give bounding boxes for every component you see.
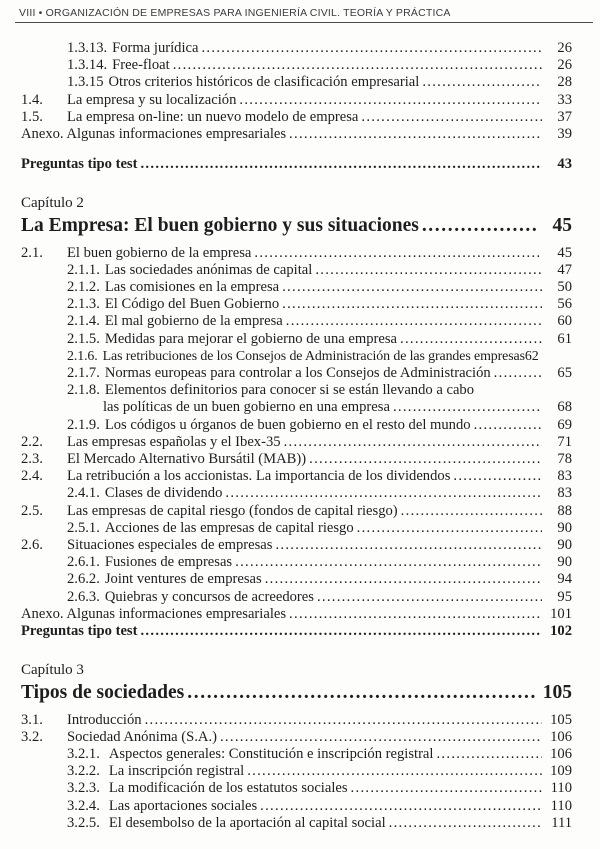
entry-page: 88 xyxy=(557,502,572,519)
entry-page: 101 xyxy=(550,605,572,622)
entry-title: Clases de dividendo xyxy=(104,485,223,502)
dot-leader xyxy=(220,729,542,746)
entry-title: Las aportaciones sociales xyxy=(108,797,258,814)
entry-number: 3.2.5. xyxy=(67,814,100,831)
dot-leader xyxy=(265,571,542,588)
toc-entry xyxy=(21,434,572,451)
toc-entry xyxy=(21,279,572,296)
entry-title: Situaciones especiales de empresas xyxy=(67,537,273,554)
toc-entry xyxy=(21,712,572,729)
dot-leader xyxy=(239,92,542,109)
entry-title: La empresa on-line: un nuevo modelo de empresa xyxy=(67,108,359,125)
entry-title: La inscripción registral xyxy=(108,763,245,780)
entry-page: 68 xyxy=(557,399,572,416)
entry-number: 2.1.3. xyxy=(67,296,100,313)
entry-number: 3.2.3. xyxy=(67,780,100,797)
entry-page: 71 xyxy=(557,433,572,450)
dot-leader xyxy=(474,417,542,434)
dot-leader xyxy=(145,712,542,729)
entry-page: 95 xyxy=(557,588,572,605)
toc-entry xyxy=(21,571,572,588)
dot-leader xyxy=(140,623,542,640)
entry-page: 65 xyxy=(557,365,572,382)
entry-title: Preguntas tipo test xyxy=(21,623,138,640)
entry-page: 94 xyxy=(557,571,572,588)
entry-title: las políticas de un buen gobierno en una empresa xyxy=(103,399,390,416)
entry-number: 3.1. xyxy=(21,711,43,728)
entry-number: 1.5. xyxy=(21,108,43,125)
chapter-title-text: Tipos de sociedades xyxy=(21,681,185,703)
dot-leader xyxy=(247,763,542,780)
toc-entry xyxy=(21,109,572,126)
dot-leader xyxy=(140,156,542,173)
dot-leader xyxy=(315,262,542,279)
entry-page: 37 xyxy=(557,108,572,125)
dot-leader xyxy=(173,57,542,74)
dot-leader xyxy=(361,109,542,126)
entry-page: 110 xyxy=(550,797,572,814)
toc-entry xyxy=(21,798,572,815)
entry-title: Acciones de las empresas de capital riesgo xyxy=(104,519,354,536)
entry-page: 110 xyxy=(550,780,572,797)
toc-entry xyxy=(21,245,572,262)
running-header: VIII • ORGANIZACIÓN DE EMPRESAS PARA INGENIERÍA CIVIL. TEORÍA Y PRÁCTICA xyxy=(15,5,593,23)
entry-title: La empresa y su localización xyxy=(67,91,237,108)
dot-leader xyxy=(317,589,542,606)
entry-number: 2.6.2. xyxy=(67,571,100,588)
toc-entry xyxy=(21,382,572,399)
entry-title: Normas europeas para controlar a los Consejos de Administración xyxy=(104,365,491,382)
chapter-title xyxy=(21,680,572,705)
dot-leader xyxy=(422,74,542,91)
toc-entry xyxy=(21,520,572,537)
dot-leader xyxy=(254,245,542,262)
entry-number: 3.2. xyxy=(21,728,43,745)
toc-entry xyxy=(21,729,572,746)
entry-number: 2.1. xyxy=(21,244,43,261)
entry-number: 3.2.2. xyxy=(67,763,100,780)
entry-number: 1.3.13. xyxy=(67,40,108,56)
annex-entry xyxy=(21,126,572,143)
dot-leader xyxy=(225,485,542,502)
dot-leader xyxy=(436,746,542,763)
entry-page: 90 xyxy=(557,519,572,536)
dot-leader xyxy=(187,680,536,705)
entry-page: 26 xyxy=(557,57,572,74)
entry-number: 1.3.14. xyxy=(67,57,108,74)
entry-number: 2.1.5. xyxy=(67,330,100,347)
entry-number: 2.4. xyxy=(21,468,43,485)
entry-page: 102 xyxy=(550,623,572,640)
entry-number: 2.5. xyxy=(21,502,43,519)
chapter-label: Capítulo 2 xyxy=(21,195,84,212)
toc-entry xyxy=(21,331,572,348)
entry-page: 69 xyxy=(557,416,572,433)
dot-leader xyxy=(389,815,542,832)
entry-page: 62 xyxy=(524,348,539,364)
dot-leader xyxy=(282,279,542,296)
entry-page: 28 xyxy=(557,74,572,91)
entry-page: 26 xyxy=(557,40,572,56)
entry-number: 2.1.1. xyxy=(67,261,100,278)
dot-leader xyxy=(286,313,542,330)
dot-leader xyxy=(393,399,542,416)
entry-number: 2.1.8. xyxy=(67,382,100,399)
toc-entry xyxy=(21,763,572,780)
dot-leader xyxy=(289,126,542,143)
toc-entry xyxy=(21,468,572,485)
entry-title: Fusiones de empresas xyxy=(104,554,233,571)
entry-page: 60 xyxy=(557,313,572,330)
chapter-title-text: La Empresa: El buen gobierno y sus situaciones xyxy=(21,214,419,236)
entry-title: Los códigos u órganos de buen gobierno en el resto del mundo xyxy=(104,416,471,433)
entry-page: 61 xyxy=(557,330,572,347)
entry-number: 3.2.1. xyxy=(67,745,100,762)
entry-title: Otros criterios históricos de clasificación empresarial xyxy=(108,74,420,91)
entry-title: El Código del Buen Gobierno xyxy=(104,296,280,313)
entry-title: El mal gobierno de la empresa xyxy=(104,313,283,330)
toc-entry xyxy=(21,503,572,520)
entry-title: Free-float xyxy=(112,57,170,74)
toc-entry xyxy=(21,40,572,57)
dot-leader xyxy=(400,331,542,348)
toc-entry-continuation xyxy=(21,399,572,416)
entry-page: 45 xyxy=(552,214,572,236)
entry-title: Aspectos generales: Constitución e inscripción registral xyxy=(108,745,434,762)
test-questions-entry xyxy=(21,156,572,173)
dot-leader xyxy=(494,365,542,382)
entry-title: La modificación de los estatutos sociales xyxy=(108,780,348,797)
entry-page: 90 xyxy=(557,537,572,554)
toc-entry xyxy=(21,296,572,313)
toc-entry xyxy=(21,417,572,434)
entry-page: 43 xyxy=(557,156,572,173)
entry-page: 78 xyxy=(557,451,572,468)
dot-leader xyxy=(235,554,542,571)
dot-leader xyxy=(401,503,542,520)
dot-leader xyxy=(275,537,542,554)
entry-number: 2.1.4. xyxy=(67,313,100,330)
entry-page: 50 xyxy=(557,279,572,296)
toc-entry xyxy=(21,262,572,279)
entry-title: La retribución a los accionistas. La importancia de los dividendos xyxy=(67,468,451,485)
entry-page: 109 xyxy=(550,763,572,780)
toc-entry xyxy=(21,780,572,797)
dot-leader xyxy=(422,213,536,238)
entry-number: 2.5.1. xyxy=(67,519,100,536)
toc-entry xyxy=(21,554,572,571)
entry-number: 1.3.15 xyxy=(67,74,104,91)
toc-entry xyxy=(21,537,572,554)
entry-page: 33 xyxy=(557,91,572,108)
toc-entry xyxy=(21,348,572,365)
dot-leader xyxy=(284,434,542,451)
entry-number: 2.1.7. xyxy=(67,365,100,382)
entry-number: 1.4. xyxy=(21,91,43,108)
dot-leader xyxy=(289,606,542,623)
toc-entry xyxy=(21,92,572,109)
entry-page: 106 xyxy=(550,745,572,762)
entry-title: Sociedad Anónima (S.A.) xyxy=(67,728,217,745)
entry-number: 2.2. xyxy=(21,433,43,450)
entry-number: 2.4.1. xyxy=(67,485,100,502)
toc-entry xyxy=(21,57,572,74)
toc-entry xyxy=(21,485,572,502)
dot-leader xyxy=(453,468,542,485)
entry-number: 2.3. xyxy=(21,451,43,468)
entry-number: 2.6. xyxy=(21,537,43,554)
entry-page: 47 xyxy=(557,261,572,278)
entry-title: Elementos definitorios para conocer si se están llevando a cabo xyxy=(104,382,475,399)
test-questions-entry xyxy=(21,623,572,640)
dot-leader xyxy=(357,520,542,537)
entry-number: 2.1.2. xyxy=(67,279,100,296)
entry-title: Anexo. Algunas informaciones empresariales xyxy=(21,126,287,143)
entry-title: Quiebras y concursos de acreedores xyxy=(104,588,314,605)
entry-page: 39 xyxy=(557,126,572,143)
toc-entry xyxy=(21,815,572,832)
entry-page: 105 xyxy=(550,711,572,728)
entry-page: 45 xyxy=(557,244,572,261)
entry-title: Las empresas españolas y el Ibex-35 xyxy=(67,433,281,450)
entry-number: 2.1.9. xyxy=(67,416,100,433)
entry-page: 106 xyxy=(550,728,572,745)
toc-entry xyxy=(21,313,572,330)
annex-entry xyxy=(21,606,572,623)
toc-entry xyxy=(21,74,572,91)
entry-title: Joint ventures de empresas xyxy=(104,571,262,588)
chapter-label: Capítulo 3 xyxy=(21,662,84,679)
table-of-contents xyxy=(21,40,572,832)
entry-title: Las empresas de capital riesgo (fondos de capital riesgo) xyxy=(67,502,398,519)
toc-entry xyxy=(21,451,572,468)
toc-entry xyxy=(21,589,572,606)
entry-title: Las comisiones en la empresa xyxy=(104,279,280,296)
entry-number: 2.6.1. xyxy=(67,554,100,571)
entry-number: 2.1.6. xyxy=(67,348,98,364)
entry-title: Las sociedades anónimas de capital xyxy=(104,261,313,278)
dot-leader xyxy=(309,451,542,468)
entry-page: 111 xyxy=(551,814,572,831)
entry-title: Preguntas tipo test xyxy=(21,156,138,173)
entry-page: 56 xyxy=(557,296,572,313)
entry-title: El buen gobierno de la empresa xyxy=(67,244,252,261)
entry-number: 2.6.3. xyxy=(67,588,100,605)
dot-leader xyxy=(351,780,542,797)
toc-entry xyxy=(21,746,572,763)
entry-number: 3.2.4. xyxy=(67,797,100,814)
entry-page: 90 xyxy=(557,554,572,571)
entry-title: El desembolso de la aportación al capital social xyxy=(108,814,386,831)
dot-leader xyxy=(282,296,542,313)
entry-title: Forma jurídica xyxy=(112,40,199,56)
entry-page: 83 xyxy=(557,468,572,485)
toc-entry xyxy=(21,365,572,382)
entry-title: Medidas para mejorar el gobierno de una empresa xyxy=(104,330,398,347)
chapter-title xyxy=(21,213,572,238)
entry-page: 105 xyxy=(542,681,572,703)
dot-leader xyxy=(201,40,542,57)
entry-title: Las retribuciones de los Consejos de Administración de las grandes empresas xyxy=(102,348,525,364)
dot-leader xyxy=(260,798,542,815)
entry-title: Anexo. Algunas informaciones empresariales xyxy=(21,605,287,622)
entry-title: El Mercado Alternativo Bursátil (MAB)) xyxy=(67,451,307,468)
entry-page: 83 xyxy=(557,485,572,502)
entry-title: Introducción xyxy=(67,711,142,728)
